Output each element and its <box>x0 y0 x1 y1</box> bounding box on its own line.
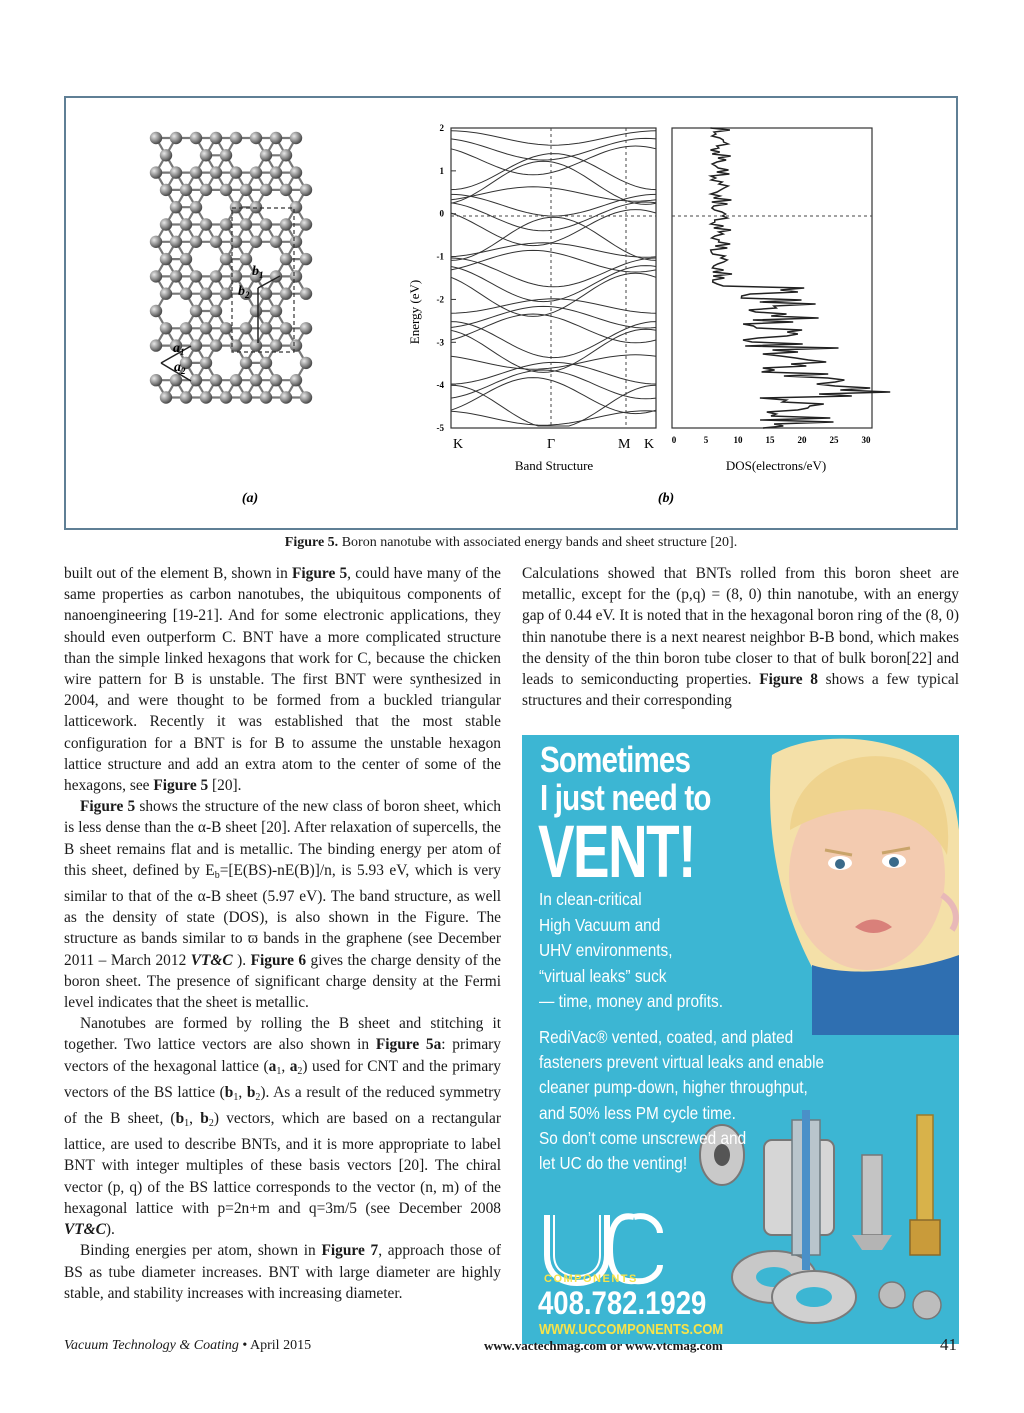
boron-atom <box>240 391 252 403</box>
boron-atom <box>260 322 272 334</box>
energy-tick-label: -3 <box>436 337 444 348</box>
boron-atom <box>190 236 202 248</box>
ad-body-1-line: High Vacuum and <box>539 914 661 935</box>
energy-tick-label: -5 <box>436 423 444 433</box>
boron-atom <box>220 184 232 196</box>
figure-caption <box>64 535 958 551</box>
boron-atom <box>260 391 272 403</box>
band-curve <box>451 258 656 287</box>
boron-atom <box>220 322 232 334</box>
ad-body-1 <box>539 887 723 1015</box>
ad-body-2-line: RediVac® vented, coated, and plated <box>539 1027 794 1047</box>
boron-atom <box>300 253 312 265</box>
panel-a-label: (a) <box>241 491 259 506</box>
boron-atom <box>180 322 192 334</box>
left-paragraph-2: Figure 5 shows the structure of the new class of boron sheet, which is less dense than the α-B sheet [20]. After relaxation of supercells, the B sheet remains flat and is metallic. The binding energy per atom of this sheet, defined by $E_b=[E(BS)-nE(B)]/n$, is 5.93 eV, which is very similar to that of the α-B sheet (5.97 eV). The band structure, as well as the density of state (DOS), is also shown in the Figure. The structure as bands similar to ϖ bands in the graphene (see December 2011 – March 2012 VT&C ). Figure 6 gives the charge density of the boron sheet. The presence of significant charge density at the Fermi level indicates that the sheet is metallic. <box>64 798 502 1012</box>
boron-atom <box>170 201 182 213</box>
boron-atom <box>240 322 252 334</box>
boron-atom <box>260 184 272 196</box>
boron-atom <box>270 339 282 351</box>
boron-atom <box>260 149 272 161</box>
boron-atom <box>210 374 222 386</box>
boron-atom <box>160 149 172 161</box>
label-b1: $b_1$ <box>252 264 264 280</box>
caption-label: Figure 5. <box>284 535 339 550</box>
boron-atom <box>250 236 262 248</box>
energy-axis-label: Energy (eV) <box>407 279 422 345</box>
boron-atom <box>280 184 292 196</box>
footer-date: April 2015 <box>250 1338 312 1353</box>
footer-bullet: • <box>242 1338 248 1353</box>
boron-atom <box>290 236 302 248</box>
boron-atom <box>300 391 312 403</box>
dos-tick-label: 25 <box>829 435 839 445</box>
energy-tick-label: -2 <box>436 294 444 305</box>
ad-logo-subtitle: COMPONENTS <box>544 1273 638 1285</box>
boron-atom <box>220 288 232 300</box>
boron-atom <box>280 391 292 403</box>
boron-atom <box>250 305 262 317</box>
left-paragraph-3: Nanotubes are formed by rolling the B sheet and stitching it together. Two lattice vectors are also shown in Figure 5a: primary vectors of the hexagonal lattice ($a_1$, $a_2$) used for CNT and the primary vectors of the BS lattice ($b_1$, $b_2$). As a result of the reduced symmetry of the B sheet, ($b_1$, $b_2$) vectors, which are based on a rectangular lattice, are used to describe BNTs, and it is more appropriate to label BNT with integer multiples of these basis vectors [20]. The chiral vector (p, q) of the BS lattice corresponds to the vector (n, m) of the hexagonal lattice with p=2n+m and q=3m/5 (see December 2008 VT&C). <box>64 1015 501 1239</box>
boron-atom <box>200 322 212 334</box>
uc-components-advertisement[interactable] <box>522 735 959 1344</box>
dos-tick-label: 5 <box>703 435 709 445</box>
boron-atom <box>240 253 252 265</box>
figure-5-graphic <box>66 98 956 528</box>
boron-atom <box>230 374 242 386</box>
boron-atom <box>280 218 292 230</box>
boron-atom <box>240 357 252 369</box>
ad-headline-vent: VENT! <box>538 810 695 893</box>
k-label-2: K <box>644 437 655 452</box>
band-xlabel: Band Structure <box>514 458 594 473</box>
energy-tick-label: 1 <box>439 165 444 176</box>
boron-atom <box>280 322 292 334</box>
energy-tick-label: -1 <box>436 251 444 262</box>
boron-atom <box>210 305 222 317</box>
boron-atom <box>180 184 192 196</box>
boron-atom <box>220 253 232 265</box>
ad-body-2-line: let UC do the venting! <box>539 1153 688 1174</box>
boron-atom <box>200 357 212 369</box>
boron-atom <box>270 236 282 248</box>
ad-headline-line-1: Sometimes <box>540 739 691 780</box>
boron-atom <box>170 270 182 282</box>
boron-atom <box>190 132 202 144</box>
boron-atom <box>190 201 202 213</box>
boron-atom <box>190 166 202 178</box>
boron-atom <box>150 339 162 351</box>
boron-atom <box>200 391 212 403</box>
boron-atom <box>200 184 212 196</box>
boron-atom <box>290 270 302 282</box>
boron-atom <box>210 236 222 248</box>
boron-atom <box>150 305 162 317</box>
ad-headline <box>540 741 711 817</box>
energy-tick-label: 2 <box>439 123 444 133</box>
band-curve <box>451 217 656 260</box>
band-curve <box>451 322 656 358</box>
ad-body-2-line: and 50% less PM cycle time. <box>539 1102 736 1123</box>
boron-atom <box>250 166 262 178</box>
energy-tick-label: 0 <box>439 208 444 219</box>
panel-b-label: (b) <box>657 491 675 506</box>
boron-atom <box>250 339 262 351</box>
boron-atom <box>270 374 282 386</box>
boron-atom <box>220 218 232 230</box>
boron-atom <box>290 166 302 178</box>
boron-atom <box>190 339 202 351</box>
k-label-gamma: Γ <box>547 437 556 452</box>
ad-body-1-line: In clean-critical <box>539 889 642 909</box>
boron-atom <box>150 166 162 178</box>
girl-photo <box>770 739 959 1035</box>
boron-atom <box>150 270 162 282</box>
boron-atom <box>160 322 172 334</box>
boron-atom <box>220 391 232 403</box>
boron-atom <box>250 132 262 144</box>
boron-atom <box>290 374 302 386</box>
k-label-1: K <box>453 437 464 452</box>
dos-tick-label: 30 <box>861 435 871 445</box>
ad-body-2-line: cleaner pump-down, higher throughput, <box>539 1077 808 1098</box>
boron-atom <box>180 288 192 300</box>
right-column <box>522 563 959 711</box>
band-curve <box>451 146 656 175</box>
boron-atom <box>270 166 282 178</box>
k-label-m: M <box>618 437 631 452</box>
ad-body-1-line: “virtual leaks” suck <box>539 965 667 986</box>
k-path-labels <box>453 437 654 452</box>
boron-atom <box>160 218 172 230</box>
label-a2: $a_2$ <box>174 360 186 376</box>
left-column <box>64 563 501 1304</box>
dos-tick-label: 15 <box>765 435 775 445</box>
boron-atom <box>240 218 252 230</box>
figure-5 <box>64 96 958 530</box>
boron-atom <box>180 391 192 403</box>
boron-atom <box>300 184 312 196</box>
boron-atom <box>180 218 192 230</box>
boron-atom <box>280 253 292 265</box>
band-curve <box>451 131 656 145</box>
boron-atom <box>160 253 172 265</box>
dos-curve <box>710 128 890 428</box>
boron-atom <box>300 288 312 300</box>
boron-atom <box>200 288 212 300</box>
boron-atom <box>150 132 162 144</box>
ad-body-2-line: So don’t come unscrewed and <box>539 1127 747 1148</box>
label-a1: $a_1$ <box>173 341 185 357</box>
boron-atom <box>210 132 222 144</box>
boron-atom <box>210 339 222 351</box>
boron-atom <box>150 236 162 248</box>
footer-journal <box>64 1338 311 1354</box>
boron-atom <box>280 288 292 300</box>
ad-body-2-line: fasteners prevent virtual leaks and enable <box>539 1052 825 1073</box>
boron-atom <box>240 184 252 196</box>
boron-atom <box>210 270 222 282</box>
boron-atom <box>260 288 272 300</box>
band-curve <box>451 314 656 343</box>
right-paragraph-1: Calculations showed that BNTs rolled from this boron sheet are metallic, except for the (p,q) = (8, 0) thin nanotube, with an energy gap of 0.44 eV. It is noted that in the hexagonal boron ring of the (8, 0) thin nanotube there is a next nearest neighbor B-B bond, which makes the density of the thin boron tube closer to that of bulk boron[22] and leads to semiconducting properties. Figure 8 shows a few typical structures and their corresponding <box>522 565 960 710</box>
energy-tick-label: -4 <box>436 380 444 391</box>
boron-atom <box>160 184 172 196</box>
boron-atom <box>250 201 262 213</box>
boron-atom <box>220 149 232 161</box>
band-curve <box>451 329 656 372</box>
boron-atom <box>290 201 302 213</box>
boron-atom <box>180 253 192 265</box>
boron-atom <box>290 132 302 144</box>
ad-phone[interactable]: 408.782.1929 <box>538 1285 707 1321</box>
boron-atom <box>160 391 172 403</box>
band-curve <box>451 138 656 160</box>
boron-atom <box>270 132 282 144</box>
ad-headline-line-2: I just need to <box>540 777 711 818</box>
band-curve <box>451 161 656 204</box>
footer-urls[interactable]: www.vactechmag.com or www.vtcmag.com <box>484 1338 723 1353</box>
boron-atom <box>230 166 242 178</box>
page-number: 41 <box>940 1335 957 1354</box>
ad-body-1-line: — time, money and profits. <box>539 991 724 1011</box>
boron-atom <box>280 149 292 161</box>
boron-atom <box>300 322 312 334</box>
ad-body-2 <box>539 1025 824 1176</box>
boron-atom <box>170 132 182 144</box>
boron-atom <box>260 218 272 230</box>
dos-tick-labels <box>672 435 871 445</box>
ad-url-link[interactable]: WWW.UCCOMPONENTS.COM <box>539 1321 724 1338</box>
caption-text: Boron nanotube with associated energy bands and sheet structure [20]. <box>338 535 738 550</box>
boron-atom <box>200 149 212 161</box>
boron-atom <box>200 218 212 230</box>
dos-plot-frame <box>672 128 872 428</box>
footer-journal-title: Vacuum Technology & Coating <box>64 1338 239 1353</box>
boron-atom <box>210 166 222 178</box>
boron-atom <box>260 357 272 369</box>
dos-xlabel: DOS(electrons/eV) <box>725 458 827 473</box>
boron-atom <box>190 305 202 317</box>
boron-atom <box>250 374 262 386</box>
band-curve <box>451 210 656 246</box>
boron-atom <box>300 357 312 369</box>
band-curves <box>451 131 656 426</box>
boron-atom <box>190 374 202 386</box>
boron-atom <box>300 218 312 230</box>
left-paragraph-4: Binding energies per atom, shown in Figure 7, approach those of BS as tube diameter increases. BNT with large diameter are highly stable, and stability increases with increasing diameter. <box>64 1242 501 1302</box>
boron-atom <box>170 236 182 248</box>
boron-atom <box>170 166 182 178</box>
band-curve <box>451 243 656 257</box>
dos-tick-label: 0 <box>671 435 677 445</box>
left-paragraph-1: built out of the element B, shown in Figure 5, could have many of the same properties as carbon nanotubes, the ubiquitous components of nanoengineering [19-21]. And for some electronic applications, they should even outperform C. BNT have a more complicated structure than the simple linked hexagons that work for C, because the chicken wire pattern for B is unstable. The first BNT were synthesized in 2004, and were thought to be formed from a buckled triangular latticework. Recently it was established that the most stable configuration for a BNT is for B to assume the unstable hexagon lattice structure and add an extra atom to the center of some of the hexagons, see Figure 5 [20]. <box>64 565 501 795</box>
boron-atom <box>190 270 202 282</box>
dos-tick-label: 20 <box>797 435 807 445</box>
boron-atom <box>270 305 282 317</box>
boron-atom <box>290 339 302 351</box>
band-curve <box>451 385 656 426</box>
label-b2: $b_2$ <box>238 284 250 300</box>
boron-atom <box>230 132 242 144</box>
boron-atom <box>150 374 162 386</box>
ad-body-1-line: UHV environments, <box>539 940 673 960</box>
dos-tick-label: 10 <box>733 435 743 445</box>
boron-atom <box>160 288 172 300</box>
